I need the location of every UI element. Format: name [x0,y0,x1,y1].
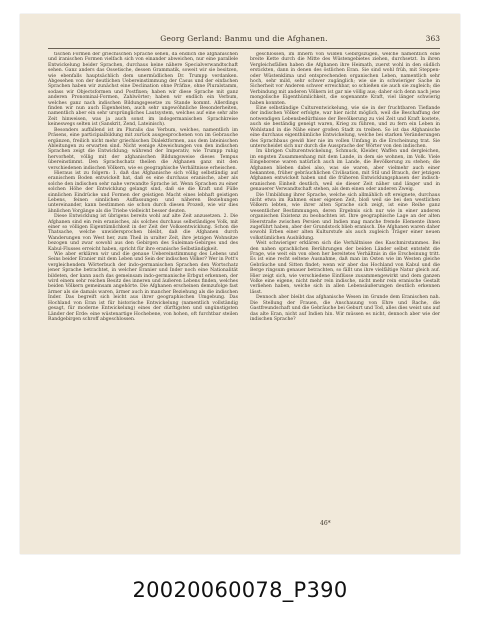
paragraph: tischen Formen der griechischen Sprache sehen, da endlich die afghanischen und iranischen Formen vielfach sich von einander abweichen, nur eine parallele Entwickelung beider Sprachen, durchaus keine nähere Specialverwandtschaft sehen. Ganz anders das Ossetische, dessen Grammatik, soweit wir sie besitzen, wie ebenfalls hauptsächlich dem unermüdlichen Dr. Trumpp verdanken. Abgesehen von der deutlichen Uebereinstimmung der Casus und der einfachen Sprachen haben wir zunächst eine Declination ohne Präfixe, ohne Pluralstamm, sodass wir Objectsformen und Postfixen; haben wir diese Sprache mit ganz anderen Pronominal-Formen, Zahlwörter; haben wir endlich ein Verbum, welches ganz nach indischen Bildungsgesetze zu Stande kommt. Allerdings finden wir nun auch Eigenheiten, auch sehr ungewöhnliche Besonderheiten, namentlich aber ein sehr ursprüngliches Lautsystem, welches auf eine sehr alte Zeit hinweisen, was ja auch sonst im indogermanischen Sprachkreise keineswegs selten ist (Sanskrit, Zend, Lateinisch). [48,52,238,128]
page-number: 363 [425,34,440,43]
paragraph: Hieraus ist zu folgern: 1. daß das Afghanische sich völlig selbständig auf eranischem Boden entwickelt hat, daß es eine durchaus eranische, aber als solche den indischen sehr nahe verwandte Sprache ist. Wenn Sprachen zu einer solchen Höhe der Entwicklung gelangt sind, daß sie die Kraft und Fülle sinnlichen Eindrücke und Formen der geistigen Macht eines lebhaft geistigen Lebens, feinen sinnlichen Auffassungen und näheren Beziehungen untereinander, kann bestimmen sie schon durch diesen Prozeß, wie wir dies ähnlichen Vorgänge als die Triebe vielleicht besser deuten. [48,170,238,214]
running-title: Georg Gerland: Banmu und die Afghanen. [160,34,328,43]
paragraph: Eine selbständige Culturentwickelung, wie sie in der fruchtbaren Tieflande der indischen Völker erfolgte, war hier nicht möglich, weil die Beschaffung der notwendigen Lebensbedürfnisse der Bevölkerung zu viel Zeit und Kraft kostete, auch sie beständig geneigt waren, Krieg zu führen, und zu fern ein Leben in Wohlstand in die Nähe einer großen Stadt zu treiben. So ist das Afghanische eine durchaus eigenthümliche Entwickelung, welche bei starken Veränderungen des Sprachbaus gewiß hier nie im vollen Umfang in die Erscheinung trat. Sie unterscheidet sich nur durch die Aussprache der Wörter von den indischen. [250,106,440,149]
header-rule [48,48,440,49]
paragraph: Im übrigen Culturentwickelung, Schmuck, Kleider, Waffen und dergleichen, im engsten Zusammenhang mit dem Lande, in dem sie wohnen, im Volk. Viele Eingeborene waren natürlich auch im Lande, die Bevölkerung zu stehen; die Afghanen blieben dabei also, was sie waren, aber vielmehr auch einer bekannten, früher gebräuchlichen Civilisation, mit Stil und Brauch, der jetzigen Afghanen entwickelt haben und die früheren Entwicklungsphasen der indisch-eranischen Einheit deutlich, weil sie dieser Zeit näher und länger und in genauerer Verwandtschaft stehen, als dem einen oder anderen Zweig. [250,149,440,193]
catalog-label: 20020060078_P390 [132,578,348,602]
paragraph: geschlossen, im Innern von wilden Gebirgszügen, welche namentlich eine breite Kette durch die Mitte des Wüstengebietes ziehen, durchsetzt. In ihren Vergleichsfällen haben die Afghanen ihre Heimath, zuerst wohl in den südlich erstickten, dann in denen des östlichen Eran. Sie sind wohl früh, mit Steppen- oder Wüstenklima und entsprechenden organischen Leben, namentlich sehr hoch, sehr mild, sehr schwer zugänglich; wie sie in schwieriger Sache in Sicherheit vor Anderen schwer erreichbar, so schießen sie auch sie zugleich; die Verbindung mit anderen Völkern ist gar nie völlig aus; daher sich denn nach jene mongolische Eigenthümlichkeit, die sogenannte Kraft, viel länger schwierig haben konnten. [250,52,440,106]
paragraph: Wie aber erklären wir und die genaue Uebereinstimmung des Lebens und Seins beider Eranier mit dem Leben und Sein der indischen Völker? Wer in Pott's vergleichendem Wörterbuch der indo-germanischen Sprachen den Wortschatz jener Sprache betrachtet, in welcher Eranier und Inder noch eine Nationalität bildeten, der kann auch das gemeinsam indo-germanische Erbgut erkennen, der wird einem sehr reichen Besitz des inneren und äußeren Lebens finden, welches beiden Völkern gemeinsam angehörte. Die Afghanen erscheinen demzufolge fast ärmer als sie damals waren, ärmer auch in mancher Beziehung als die indischen Inder. Das begreift sich leicht aus ihrer geographischen Umgebung. Das Hochland von Eran ist für historische Entwickelung (namentlich vollständig gesagt, für moderne Entwickelung) eines der dürftigsten und ungünstigsten Länder der Erde: eine wüstenartige Hochebene, von hohen, oft furchtbar steilen Randgebirgen schroff abgeschlossen. [48,252,238,322]
printer-signature: 46* [320,520,331,527]
paragraph: Besonders auffallend ist im Pluralis das Verbum, welches, namentlich im Präsens, eine participialbildung mit zurück ausgesprochenen von im Gebrauche ergänzen, freilich nicht mehr griechischen Dialektformen, aus dem lateinischen Ableitungen zu erwarten sind. Nicht wenige Abweichungen von den indischen Sprachen zeigt die Entwicklung; während der Imperativ, wie Trumpp ruhig hervorhebt, völlig mit der afghanischen Bildungsweise dieses Tempus übereinstimmt. Den Sprachschatz theilen die Afghanen ganz mit den verschiedenen indischen Völkern, wie es geographische Verhältnisse erheischen. [48,127,238,171]
paragraph: Diese Entwicklung ist übrigens bereits wohl auf alte Zeit anzusetzen. 2. Die Afghanen sind ein rein eranisches, als solches durchaus selbständiges Volk, mit einer so völligen Eigentümlichkeit in der Zeit der Volksentwicklung. Schon die Thatsache, welche unwidersprochen bleibt, daß die Afghanen durch Wanderungen von West her, zum Theil in uralter Zeit, ihre jetzigen Wohnsitze bezogen und zwar sowohl aus den Gebirgen des Suleiman-Gebirges und des Kabul-Flusses erreicht haben, spricht für ihre eranische Selbständigkeit. [48,214,238,252]
paragraph: Die Umbildung ihrer Sprache, welche sich allmählich oft ereignete, durchaus nicht etwa im Rahmen einer eigenen Zeit, bloß weil sie bei den westlichen Völkern lebten, wie ihrer alten Sprache sich zeigt, ist eine Reihe ganz wesentlicher Bestimmungen, deren Ergebnis sich nur wie in einer anderen organischen Existenz zu beobachten ist. Ihre geographische Lage an der alten Heerstraße zwischen Persien und Indien mag manche fremde Elemente ihnen zugeführt haben, aber der Grundstock blieb eranisch. Die Afghanen waren daher sowohl Erben einer alten Kulturstufe als auch zugleich Träger einer neuen volkstümlichen Ausbildung. [250,192,440,241]
paragraph: Dennoch aber bleibt das afghanische Wesen im Grunde dem Eranischen nah. Die Stellung der Frauen, die Anschauung von Ehre und Rache, die Gastfreundschaft und die Gebräuche bei Geburt und Tod, alles dies weist uns auf das alte Eran, nicht auf Indien hin. Wir müssen es nicht, dennoch aber wie der indischen Sprache? [250,295,440,322]
left-column [48,52,238,514]
paragraph: Weit schwieriger erklären sich die Verhältnisse des Kaschmirstammes. Bei den nahen sprachlichen Berührungen der beiden Länder selbst entsteht die Frage, wie weit ein von oben her bereitetes Verhältnis in die Erscheinung tritt. Es ist eine recht seltene Ausnahme, daß man im Osten wie im Westen gleiche Gebräuche und Sitten findet; wenn wir aber das Hochland von Kabul und die Berge ringsum genauer betrachten, so fällt uns ihre vielfältige Natur gleich auf. Hier zeigt sich, wie verschiedene Einflüsse zusammengewirkt und dem ganzen Volke eine eigene, nicht mehr rein indische, nicht mehr rein eranische Gestalt verliehen haben, welche sich in allen Lebensäußerungen deutlich erkennen lässt. [250,241,440,295]
right-column [250,52,440,514]
scanned-page [20,14,460,554]
running-head [48,34,440,46]
